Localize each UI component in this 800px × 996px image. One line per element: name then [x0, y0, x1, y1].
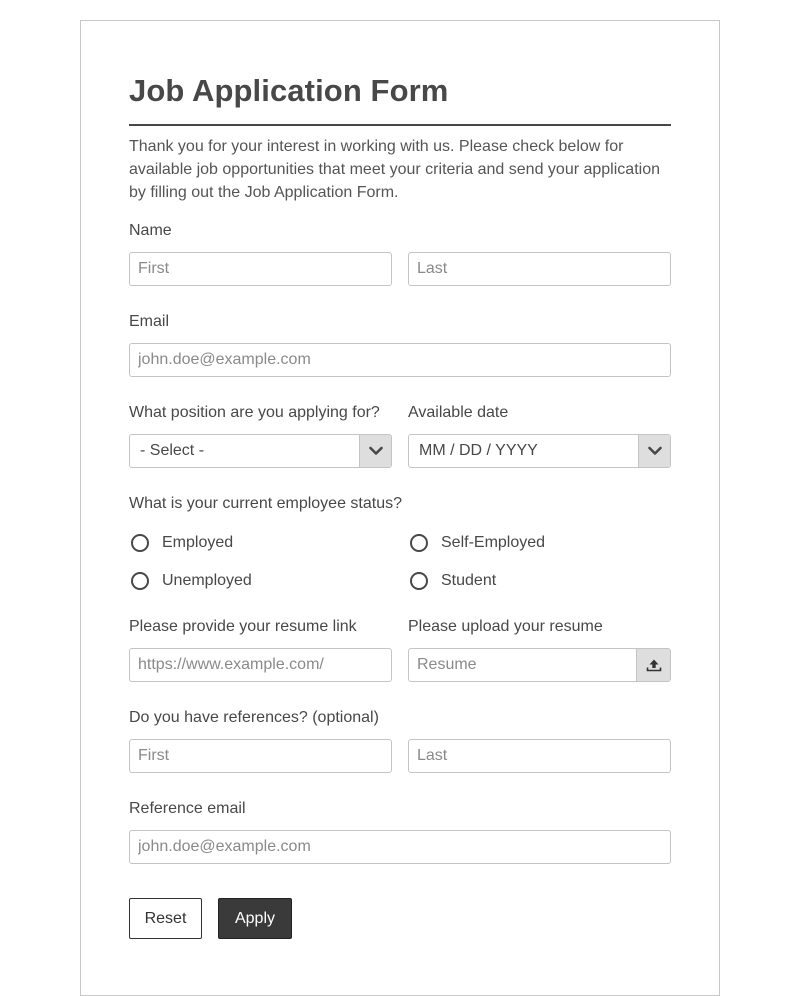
page-title: Job Application Form: [129, 73, 449, 108]
radio-label: Unemployed: [162, 572, 252, 589]
position-select[interactable]: [129, 434, 392, 468]
email-label: Email: [129, 313, 170, 330]
radio-circle[interactable]: [131, 572, 149, 590]
radio-student[interactable]: [410, 572, 496, 590]
position-select-value: - Select -: [140, 442, 205, 459]
resume-upload-placeholder: Resume: [417, 656, 477, 673]
radio-circle[interactable]: [410, 534, 428, 552]
reference-email-label: Reference email: [129, 800, 246, 817]
radio-label: Employed: [162, 534, 234, 551]
available-date-value: MM / DD / YYYY: [419, 442, 538, 459]
radio-circle[interactable]: [131, 534, 149, 552]
title-divider: [129, 124, 671, 126]
available-date-label: Available date: [408, 404, 509, 421]
name-label: Name: [129, 222, 172, 239]
radio-label: Student: [441, 572, 497, 589]
form-card: [80, 20, 720, 996]
position-label: What position are you applying for?: [129, 404, 380, 421]
reset-button[interactable]: Reset: [129, 898, 202, 939]
reference-first-name-input[interactable]: [129, 739, 392, 773]
reference-last-name-input[interactable]: [408, 739, 671, 773]
upload-icon[interactable]: [636, 649, 670, 681]
employee-status-label: What is your current employee status?: [129, 495, 403, 512]
chevron-down-icon[interactable]: [359, 435, 391, 467]
apply-button[interactable]: Apply: [218, 898, 292, 939]
resume-link-label: Please provide your resume link: [129, 618, 357, 635]
references-label: Do you have references? (optional): [129, 709, 379, 726]
radio-unemployed[interactable]: [131, 572, 252, 590]
radio-employed[interactable]: [131, 534, 233, 552]
available-date-select[interactable]: [408, 434, 671, 468]
radio-self-employed[interactable]: [410, 534, 545, 552]
intro-text: Thank you for your interest in working with us. Please check below for available job opportunities that meet your criteria and send your application by filling out the Job Application Form.: [129, 138, 660, 201]
email-input[interactable]: [129, 343, 671, 377]
radio-circle[interactable]: [410, 572, 428, 590]
resume-upload-field[interactable]: [408, 648, 671, 682]
resume-upload-label: Please upload your resume: [408, 618, 603, 635]
reference-email-input[interactable]: [129, 830, 671, 864]
chevron-down-icon[interactable]: [638, 435, 670, 467]
first-name-input[interactable]: [129, 252, 392, 286]
resume-link-input[interactable]: [129, 648, 392, 682]
radio-label: Self-Employed: [441, 534, 546, 551]
last-name-input[interactable]: [408, 252, 671, 286]
